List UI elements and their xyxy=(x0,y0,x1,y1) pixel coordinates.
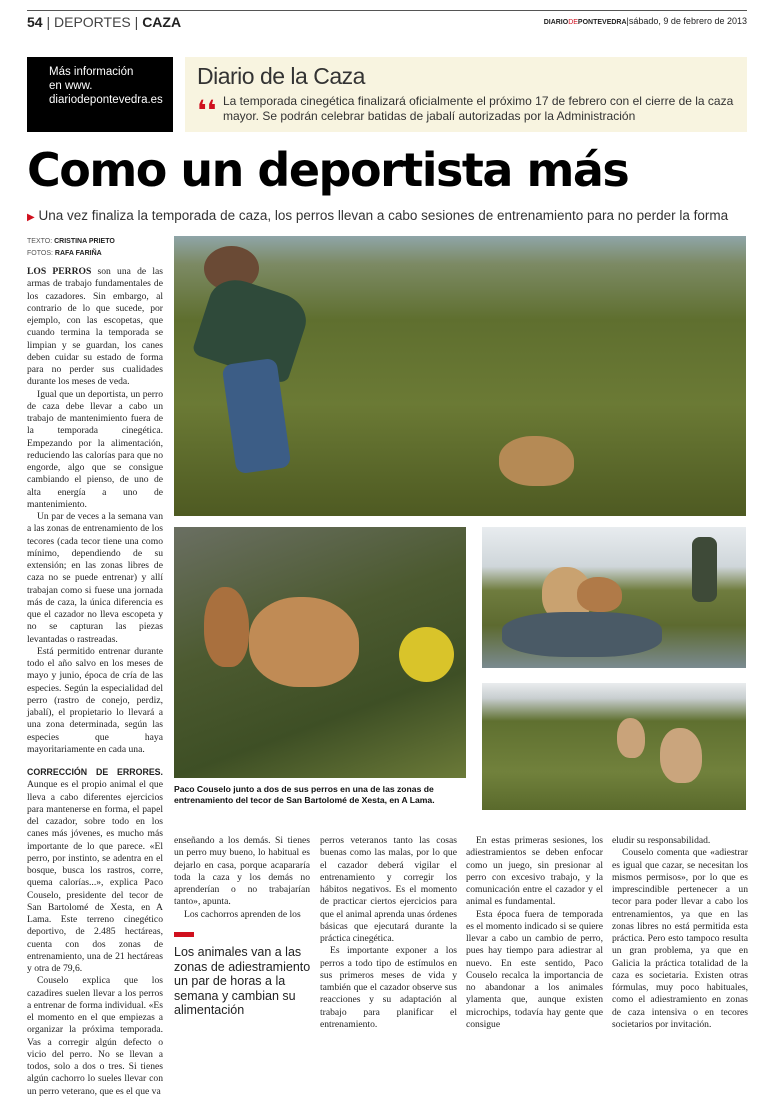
photographer: RAFA FARIÑA xyxy=(54,250,102,257)
promo-box xyxy=(185,57,747,132)
photo-dogs-water xyxy=(482,527,746,668)
paper-name-de: DE xyxy=(568,19,578,26)
flowers xyxy=(399,627,454,682)
date: sábado, 9 de febrero de 2013 xyxy=(628,16,747,26)
paragraph: Aunque es el propio animal el que lleva a cabo diferentes ejercicios para mantenerse en forma, el papel del cazador, sobre todo en los canes más jóvenes, es mucho más importante de lo que parece. «El perro, por instinto, se adentra en el bosque, busca los rastros, corre, quema calorías...», explica Paco Couselo, presidente del tecor de San Bartolomé de Xesta, en A Lama. Este terreno cinegético deportivo, de 2.485 hectáreas, cuenta con dos zonas de entrenamiento, una de 21 hectáreas y otra de 79,6. xyxy=(27,779,163,974)
byline-label: TEXTO: xyxy=(27,238,53,245)
lead-word: LOS PERROS xyxy=(27,266,92,277)
paragraph: Un par de veces a la semana van a las zonas de entrenamiento de los tecores (cada tecor tiene una como mínimo, dependiendo de su extensión; en las zonas libres de caza no se puede entrenar) y allí trabajan como si fuese una jornada más de caza, la única diferencia es que el cazador no lleva escopeta y no se capturan las piezas levantadas o rastreadas. xyxy=(27,511,163,645)
byline-label: FOTOS: xyxy=(27,250,53,257)
dog xyxy=(204,587,249,667)
paragraph: eludir su responsabilidad. xyxy=(612,835,711,846)
dog xyxy=(617,718,645,758)
byline xyxy=(27,236,115,260)
pull-quote xyxy=(174,932,314,1018)
author: CRISTINA PRIETO xyxy=(54,238,115,245)
paragraph: En estas primeras sesiones, los adiestramientos se deben enfocar como un juego, sin presionar al perro con excesivo trabajo, y la comunicación entre el cazador y el animal es fundamental. xyxy=(466,835,603,908)
promo-title: Diario de la Caza xyxy=(197,63,365,89)
headline: Como un deportista más xyxy=(27,143,629,197)
paragraph: enseñando a los demás. Si tienes un perro muy bueno, lo habitual es dejarlo en casa, porque acapararía toda la caza y los demás no aprenderían o no trabajarían tanto», apunta. xyxy=(174,835,310,908)
page-number: 54 xyxy=(27,14,43,30)
quote-icon: ❛❛ xyxy=(197,94,217,127)
subhead-text: Una vez finaliza la temporada de caza, los perros llevan a cabo sesiones de entrenamiento para no perder la forma xyxy=(38,208,729,223)
promo-text: La temporada cinegética finalizará oficialmente el próximo 17 de febrero con el cierre de la caza mayor. Se podrán celebrar batidas de jabalí autorizadas por la Administración xyxy=(223,94,734,123)
masthead-date: DIARIODEPONTEVEDRA|sábado, 9 de febrero de 2013 xyxy=(543,16,747,26)
pull-quote-text: Los animales van a las zonas de adiestramiento un par de horas a la semana y cambian su alimentación xyxy=(174,945,311,1017)
header-rule xyxy=(27,10,747,11)
paper-name-2: PONTEVEDRA xyxy=(577,19,627,26)
main-photo xyxy=(174,236,746,516)
accent-bar xyxy=(174,932,194,937)
paragraph: son una de las armas de trabajo fundamentales de los cazadores. Sin embargo, al contrario de lo que sucede, por ejemplo, con las escopetas, que cuando termina la temporada se limpian y se guardan, los canes deben cuidar su estado de forma para no perder sus cualidades durante los meses de veda. xyxy=(27,266,163,388)
more-info-box[interactable] xyxy=(27,57,173,132)
column-3 xyxy=(320,835,457,1031)
triangle-icon: ▶ xyxy=(27,212,35,223)
paragraph: Couselo explica que los cazadires suelen llevar a los perros a entrenar de forma individual. «Es el momento en el que empiezas a organizar la próxima temporada. Vas a corregir algún defecto o vicio del perro. No se llevan a todos, solo a dos o tres. Si tienes algún cachorro lo sueles llevar con un perro veterano, que es el que va xyxy=(27,975,163,1097)
paragraph: Couselo comenta que «adiestrar es igual que cazar, se necesitan los mismos permisos», por lo que es imprescindible pertenecer a un tecor para poder llevar a cabo los entrenamientos, ya que en las zonas libres no está permitida esta práctica. Pero esto tampoco resulta un gran problema, ya que en Galicia la práctica totalidad de la caza es societaria. Existen otras fórmulas, muy poco habituales, como el adiestramiento en zonas de caza intensiva o en tecores societarios por invitación. xyxy=(612,847,748,1030)
info-line: Más información xyxy=(49,66,134,78)
dog xyxy=(249,597,359,687)
dog xyxy=(660,728,702,783)
column-5 xyxy=(612,835,748,1031)
paragraph: Igual que un deportista, un perro de caza debe llevar a cabo un trabajo de mantenimiento fuera de la temporada cinegética. Empezando por la alimentación, reduciendo las calorías para que no engorde, algo que se consigue cambiando el pienso, de uno de alta energía a uno de mantenimiento. xyxy=(27,388,163,510)
section-header: 54 | DEPORTES | CAZA xyxy=(27,14,182,30)
column-4 xyxy=(466,835,603,1031)
paper-name: DIARIO xyxy=(543,19,569,26)
photo-dogs-field xyxy=(482,683,746,810)
person xyxy=(692,537,717,602)
subhead xyxy=(27,208,728,223)
section-heading: CORRECCIÓN DE ERRORES. xyxy=(27,767,163,777)
paragraph: Los cachorros aprenden de los xyxy=(184,908,301,920)
paragraph: Esta época fuera de temporada es el momento indicado si se quiere llevar a cabo un cambio de perro, pues hay tiempo para adiestrar al nuevo. En este sentido, Paco Couselo recalca la importancia de no abandonar a los animales ylamenta que, aunque existen microchips, todavía hay gente que consigue xyxy=(466,908,603,1030)
column-1 xyxy=(27,266,163,1098)
paragraph: Es importante exponer a los perros a todo tipo de estímulos en sus primeros meses de vida y también que el cazador observe sus reacciones y su adaptación al trabajo para planificar el entrenamiento. xyxy=(320,945,457,1030)
dog xyxy=(577,577,622,612)
section-name: DEPORTES xyxy=(54,14,131,30)
info-line: en www. xyxy=(49,80,93,92)
puddle xyxy=(502,612,662,657)
photo-caption: Paco Couselo junto a dos de sus perros en una de las zonas de entrenamiento del tecor de San Bartolomé de Xesta, en A Lama. xyxy=(174,784,435,805)
paragraph: perros veteranos tanto las cosas buenas como las malas, por lo que el cazador deberá vigilar el entrenamiento y corregir los hábitos negativos. Es el momento de practicar ciertos ejercicios para que el animal aprenda unas órdenes básicas que ejecutará durante la práctica cinegética. xyxy=(320,835,457,944)
subsection-name: CAZA xyxy=(142,14,182,30)
info-link[interactable]: diariodepontevedra.es xyxy=(49,94,163,106)
paragraph: Está permitido entrenar durante todo el año salvo en los meses de mayo y junio, época de cría de las especies. Según la especialidad del perro (rastro de conejo, perdiz, jabalí), el propietario lo llevará a una zona determinada, según las especies que haya mayoritariamente en cada una. xyxy=(27,645,163,755)
column-2 xyxy=(174,835,310,921)
photo-dogs xyxy=(174,527,466,778)
dog xyxy=(499,436,574,486)
